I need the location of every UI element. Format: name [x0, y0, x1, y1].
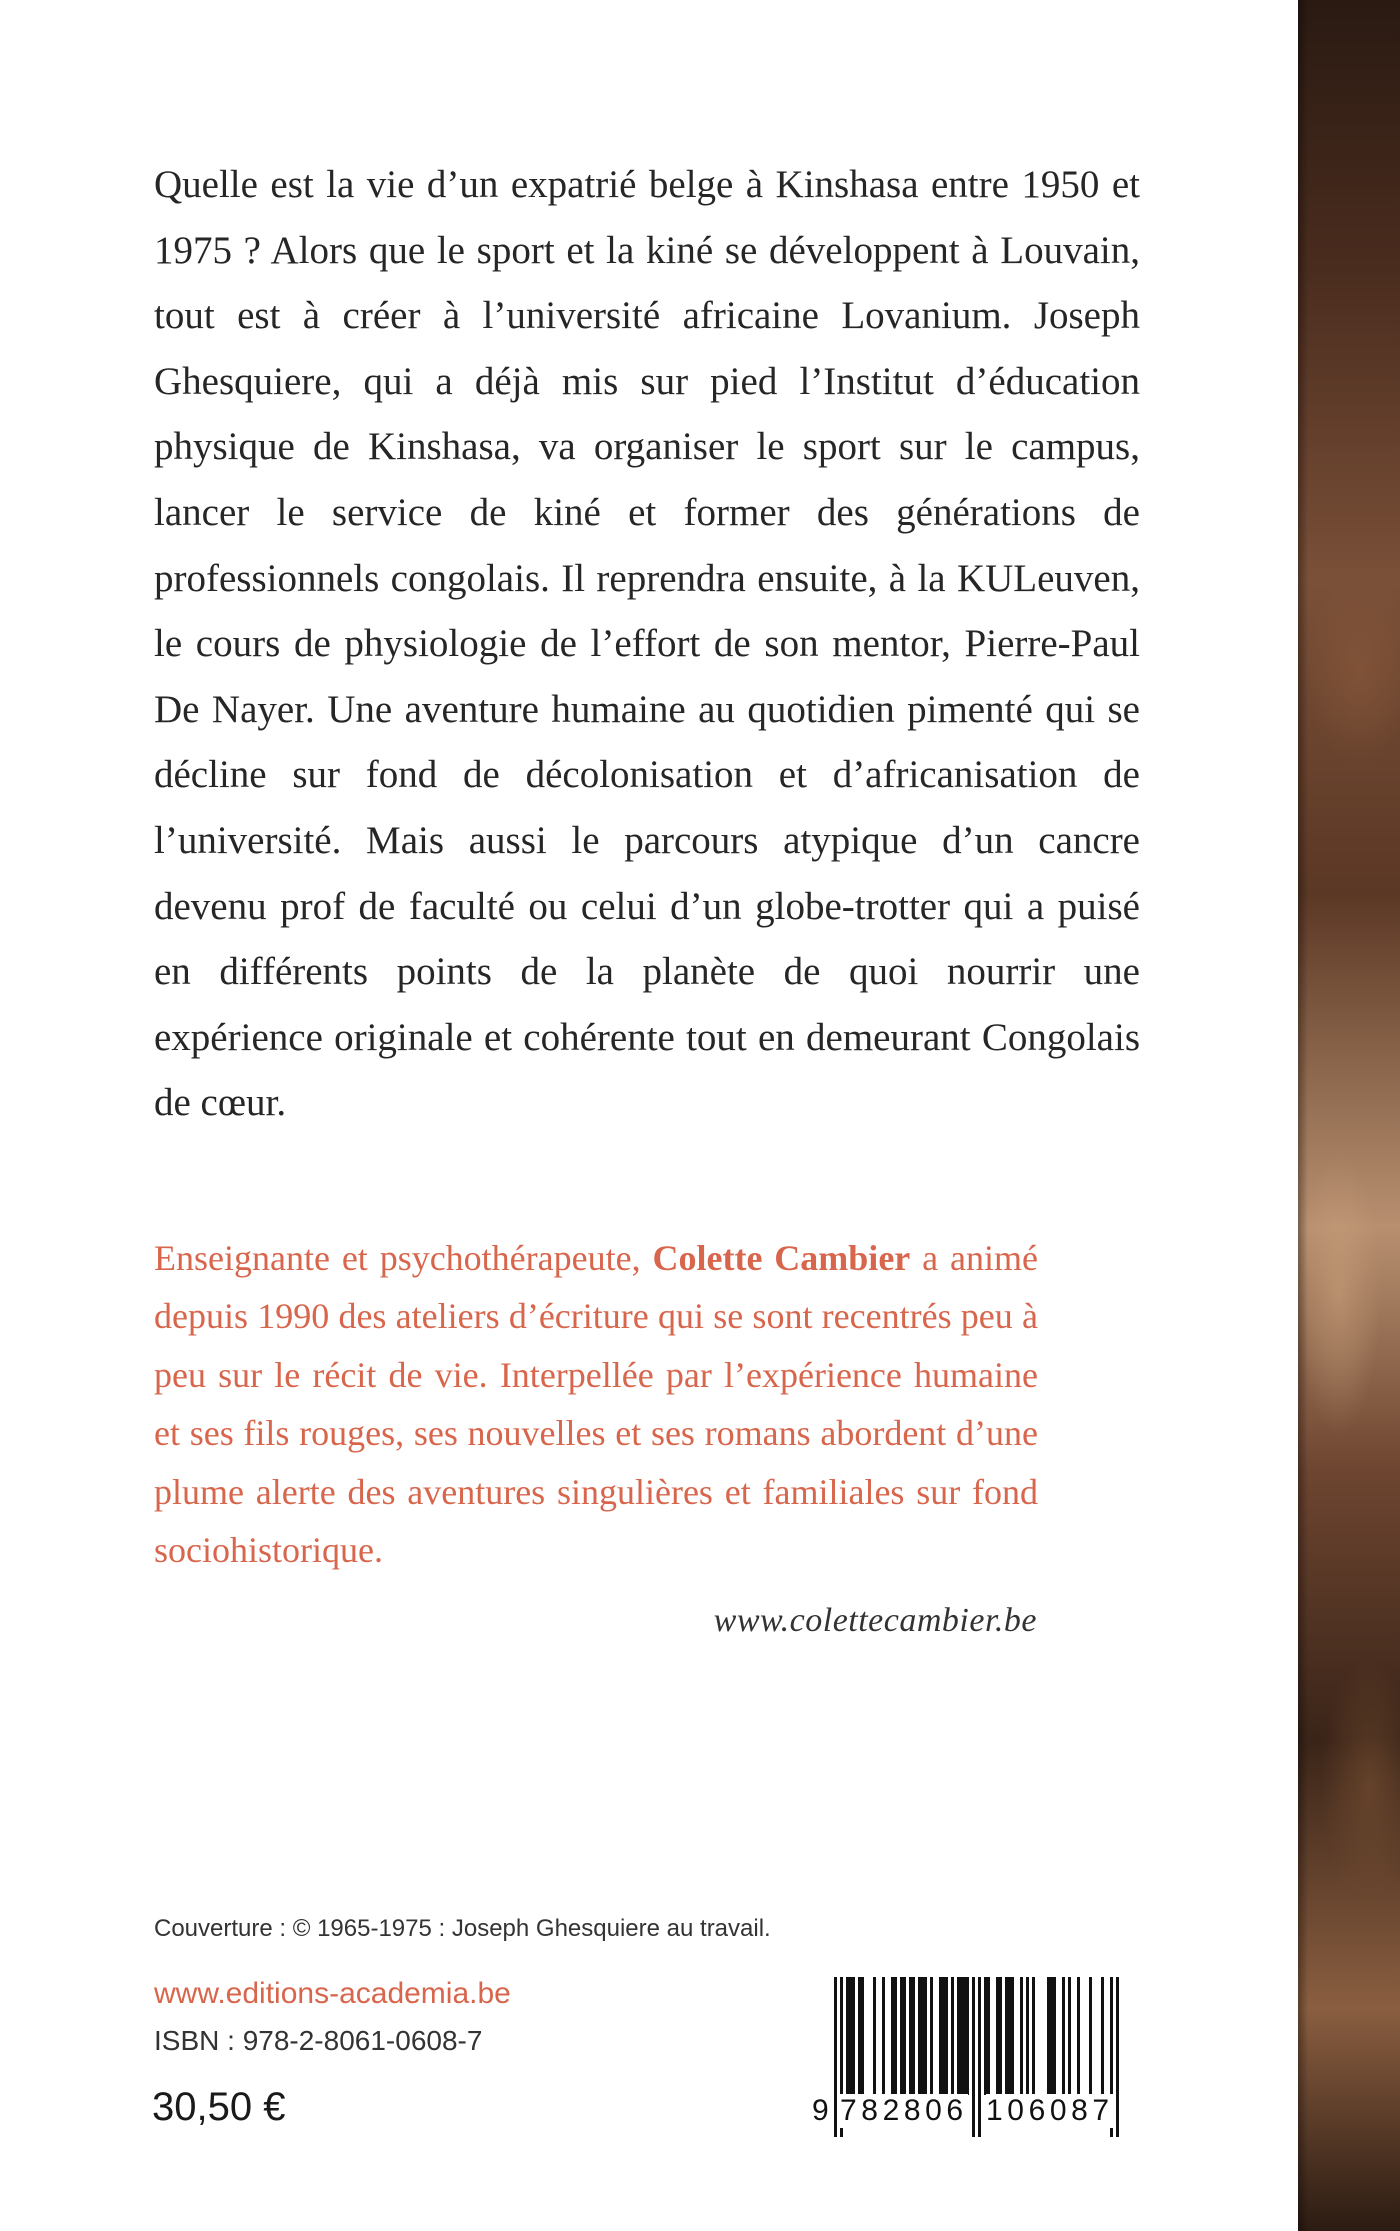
author-bio-text: a animé depuis 1990 des ateliers d’écriture qui se sont recentrés peu à peu sur le récit de vie. Interpellée par l’expérience humaine et ses fils rouges, ses nouvelles et ses romans abordent d’une plume alerte des aventures singulières et familiales sur fond sociohistorique.: [154, 1238, 1038, 1571]
book-blurb: Quelle est la vie d’un expatrié belge à Kinshasa entre 1950 et 1975 ? Alors que le sport et la kiné se développent à Louvain, tout est à créer à l’université africaine Lovanium. Joseph Ghesquiere, qui a déjà mis sur pied l’Institut d’éducation physique de Kinshasa, va organiser le sport sur le campus, lancer le service de kiné et former des générations de professionnels congolais. Il reprendra ensuite, à la KULeuven, le cours de physiologie de l’effort de son mentor, Pierre-Paul De Nayer. Une aventure humaine au quotidien pimenté qui se décline sur fond de décolonisation et d’africanisation de l’université. Mais aussi le parcours atypique d’un cancre devenu prof de faculté ou celui d’un globe-trotter qui a puisé en différents points de la planète de quoi nourrir une expérience originale et cohérente tout en demeurant Congolais de cœur.: [154, 163, 1140, 1125]
barcode-bar: [861, 1977, 864, 2095]
barcode-bar: [894, 1977, 897, 2095]
barcode-bar: [996, 1977, 999, 2095]
barcode-bar: [1068, 1977, 1071, 2095]
barcode-bar: [918, 1977, 921, 2095]
barcode-bar: [1011, 1977, 1014, 2095]
barcode-bar: [849, 1977, 852, 2095]
barcode-bar: [891, 1977, 894, 2095]
barcode-bar: [1101, 1977, 1104, 2095]
barcode-digits: [812, 2094, 1130, 2138]
barcode-bar: [1026, 1977, 1029, 2095]
barcode-bar: [846, 1977, 849, 2095]
barcode-bar: [960, 1977, 963, 2095]
publisher-website: www.editions-academia.be: [154, 1977, 511, 2010]
barcode-bar: [1047, 1977, 1050, 2095]
barcode-bar: [987, 1977, 990, 2095]
cover-photo-edge: [1298, 0, 1400, 2231]
barcode-bar: [945, 1977, 948, 2095]
author-bio-intro: Enseignante et psychothérapeute,: [154, 1238, 653, 1278]
barcode-bar: [963, 1977, 966, 2095]
barcode-bar: [903, 1977, 906, 2095]
barcode-left-digits: 782806: [840, 2094, 968, 2127]
barcode-bar: [984, 1977, 987, 2095]
cover-credit: Couverture : © 1965-1975 : Joseph Ghesquiere au travail.: [154, 1915, 771, 1942]
author-name: Colette Cambier: [652, 1238, 911, 1278]
barcode-bar: [852, 1977, 855, 2095]
barcode-bar: [1089, 1977, 1092, 2095]
isbn-number: ISBN : 978-2-8061-0608-7: [154, 2025, 483, 2056]
barcode-bar: [1020, 1977, 1023, 2095]
barcode-bar: [951, 1977, 954, 2095]
barcode-bar: [1008, 1977, 1011, 2095]
barcode-bar: [1032, 1977, 1035, 2095]
barcode-bar: [900, 1977, 903, 2095]
barcode-bar: [921, 1977, 924, 2095]
barcode-bar: [939, 1977, 942, 2095]
barcode-right-digits: 106087: [986, 2094, 1114, 2127]
barcode-bar: [882, 1977, 885, 2095]
author-website: www.colettecambier.be: [713, 1602, 1037, 1639]
barcode-bar: [1050, 1977, 1053, 2095]
barcode-bar: [909, 1977, 912, 2095]
barcode-bar: [873, 1977, 876, 2095]
barcode-bar: [1053, 1977, 1056, 2095]
barcode-bar: [1077, 1977, 1080, 2095]
price-label: 30,50 €: [152, 2085, 286, 2129]
barcode-bar: [999, 1977, 1002, 2095]
barcode-bar: [924, 1977, 927, 2095]
barcode-bar: [930, 1977, 933, 2095]
barcode-bar: [966, 1977, 969, 2095]
barcode-bar: [957, 1977, 960, 2095]
barcode-bar: [858, 1977, 861, 2095]
barcode-first-digit: 9: [812, 2094, 829, 2127]
barcode-bar: [912, 1977, 915, 2095]
author-bio: [154, 1229, 1038, 1579]
barcode-bar: [1005, 1977, 1008, 2095]
barcode-bar: [1062, 1977, 1065, 2095]
barcode-bar: [942, 1977, 945, 2095]
